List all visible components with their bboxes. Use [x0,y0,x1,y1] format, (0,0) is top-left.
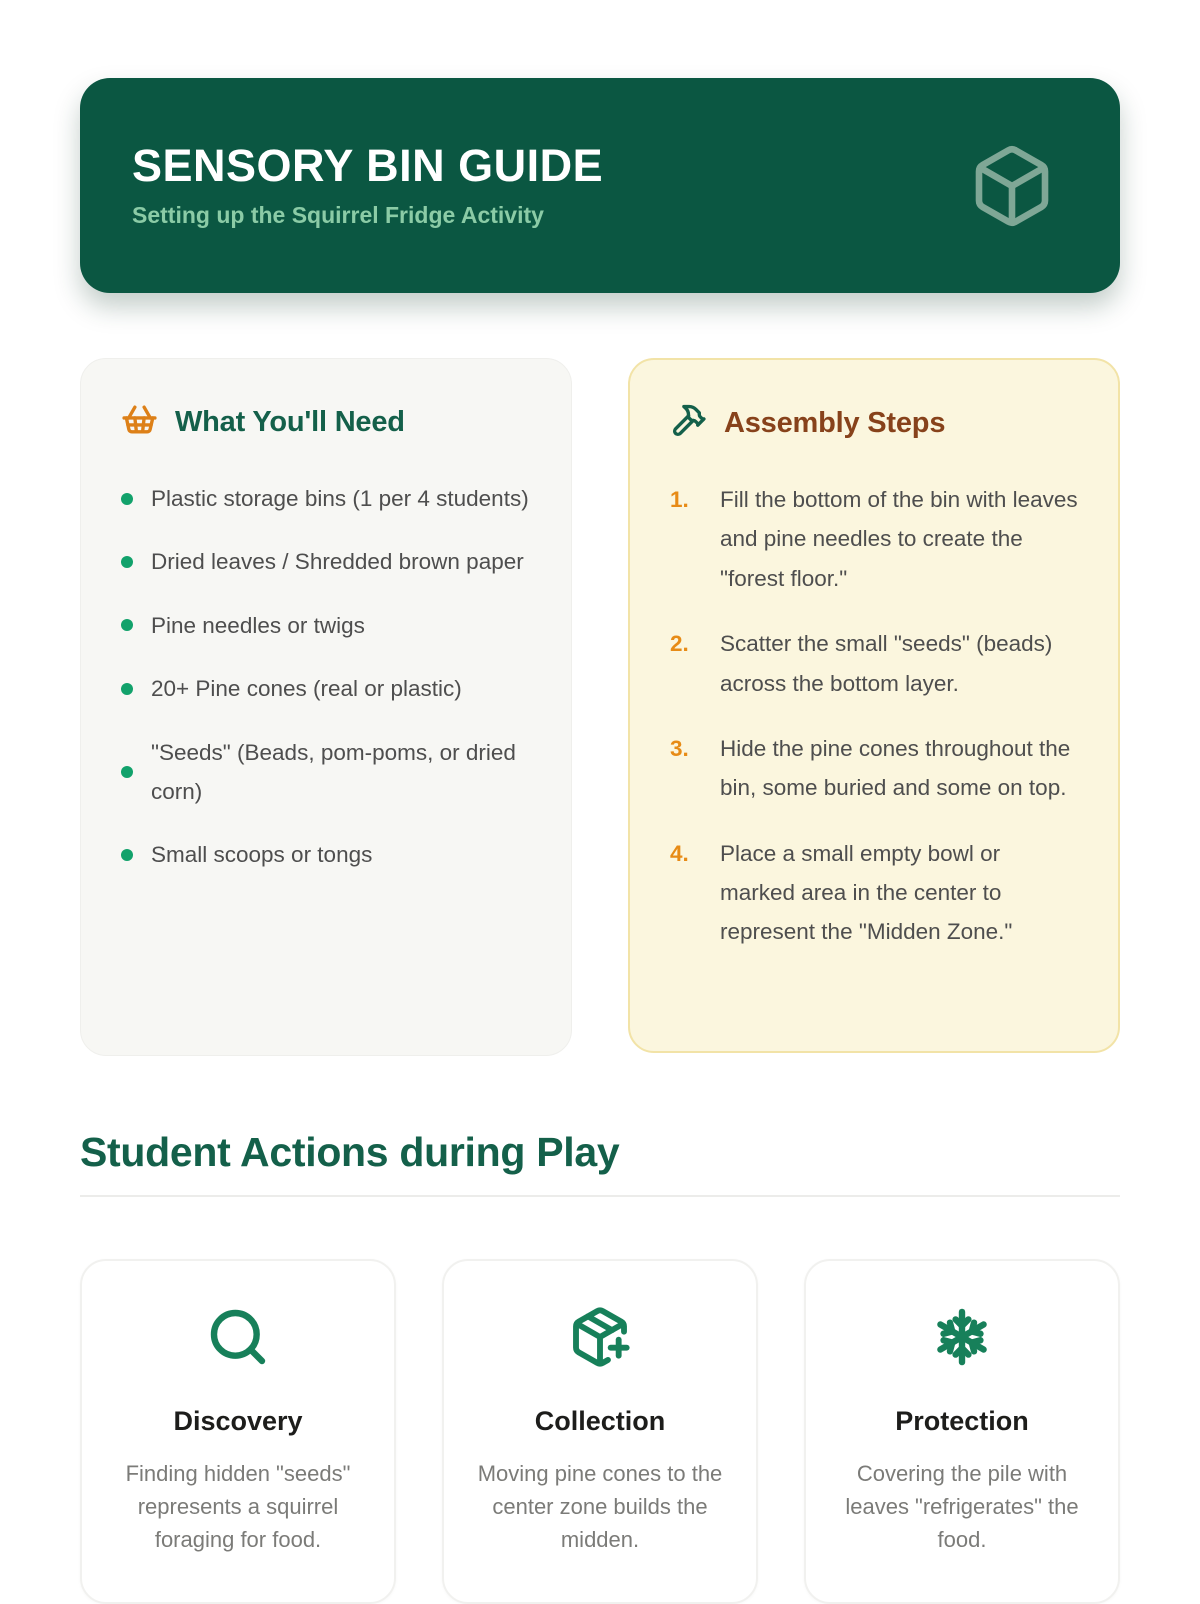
step-number: 2. [670,631,689,657]
header-banner [80,78,1120,293]
action-card-description: Covering the pile with leaves "refrigerates" the food. [845,1461,1079,1553]
list-item-text: 20+ Pine cones (real or plastic) [151,676,462,702]
list-item-text: Small scoops or tongs [151,842,373,868]
step-number: 1. [670,487,689,512]
assembly-card [628,358,1120,1053]
list-item [121,606,531,645]
setup-section [80,358,1120,1056]
list-item [121,835,531,874]
step-item [670,480,1078,598]
bullet-dot-icon [121,619,133,631]
step-item [670,729,1078,808]
list-item [121,542,531,581]
step-text: Place a small empty bowl or marked area in the center to represent the "Midden Zone." [720,840,1013,945]
step-number: 3. [670,735,689,761]
bullet-dot-icon [121,493,133,505]
step-text: Scatter the small "seeds" (beads) across the bottom layer. [720,631,1053,696]
step-item [670,834,1078,952]
materials-card-header [121,401,531,443]
list-item-text: Pine needles or twigs [151,612,365,638]
action-card-description: Moving pine cones to the center zone builds the midden. [477,1461,723,1553]
list-item [121,733,531,812]
assembly-card-header [670,402,1078,444]
step-item [670,624,1078,703]
list-item-text: Plastic storage bins (1 per 4 students) [151,486,529,511]
action-card-title: Discovery [173,1406,303,1437]
materials-card [80,358,572,1056]
package-plus-icon [568,1356,632,1373]
materials-list [121,479,531,875]
action-card-description: Finding hidden "seeds" represents a squirrel foraging for food. [125,1461,351,1553]
action-card-protection [804,1259,1120,1604]
page-title: SENSORY BIN GUIDE [132,140,604,192]
assembly-title: Assembly Steps [724,406,946,439]
header-text-block [132,142,603,228]
actions-section [80,1259,1120,1604]
bullet-dot-icon [121,766,133,778]
list-item-text: Dried leaves / Shredded brown paper [151,549,524,575]
section-divider [80,1195,1120,1197]
list-item [121,669,531,708]
step-text: Hide the pine cones throughout the bin, some buried and some on top. [720,735,1071,801]
section-title: Student Actions during Play [80,1129,620,1175]
bullet-dot-icon [121,849,133,861]
bullet-dot-icon [121,683,133,695]
action-card-collection [442,1259,758,1604]
action-card-discovery [80,1259,396,1604]
page-subtitle: Setting up the Squirrel Fridge Activity [132,201,544,228]
bullet-dot-icon [121,556,133,568]
list-item [121,479,531,518]
shopping-basket-icon [121,401,158,443]
snowflake-icon [930,1356,994,1373]
assembly-steps-list [670,480,1078,952]
search-icon [206,1356,270,1373]
action-card-title: Collection [534,1406,666,1437]
materials-title: What You'll Need [175,405,405,438]
box-cube-icon [968,142,1056,230]
hammer-icon [670,402,707,444]
step-number: 4. [670,840,689,866]
step-text: Fill the bottom of the bin with leaves and pine needles to create the "forest floor." [720,487,1078,591]
action-card-title: Protection [895,1406,1029,1437]
list-item-text: "Seeds" (Beads, pom-poms, or dried corn) [151,739,516,804]
